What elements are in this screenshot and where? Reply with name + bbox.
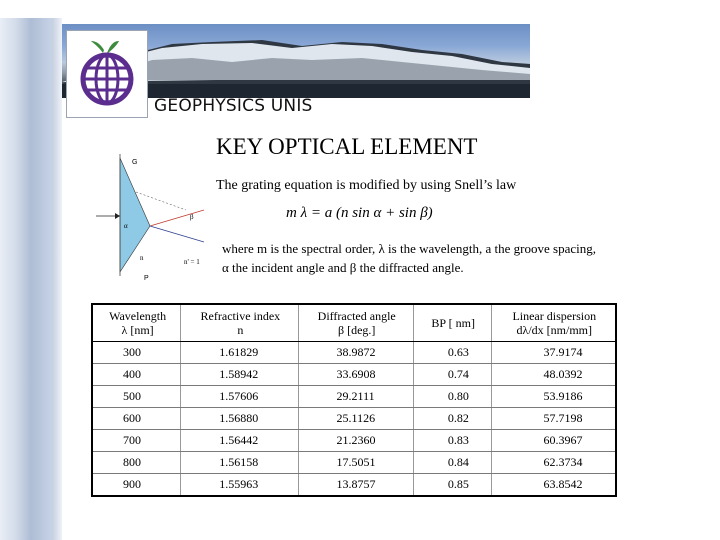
table-row [92,386,616,408]
table-row [92,408,616,430]
label-beta: β [190,213,194,221]
cell-bp: 0.74 [413,364,491,386]
header-bp: BP [ nm] [413,304,491,342]
label-alpha: α [124,222,128,230]
cell-wavelength: 700 [92,430,181,452]
grism-diagram [96,152,216,282]
label-n-prime: n' = 1 [184,258,200,266]
slide-title: KEY OPTICAL ELEMENT [216,134,478,159]
cell-bp: 0.83 [413,430,491,452]
cell-bp: 0.82 [413,408,491,430]
unis-logo [66,30,148,118]
incident-arrow-icon [115,213,120,219]
label-p: P [144,275,149,282]
cell-refractive-index: 1.55963 [181,474,298,497]
description-text: where m is the spectral order, λ is the wavelength, a the groove spacing, α the incident angle and β the diffracted angle. [222,241,596,275]
cell-wavelength: 300 [92,342,181,364]
cell-refractive-index: 1.56442 [181,430,298,452]
cell-wavelength: 500 [92,386,181,408]
cell-linear-dispersion: 48.0392 [491,364,616,386]
side-decoration-bar [0,18,52,540]
cell-diffracted-angle: 21.2360 [298,430,413,452]
cell-refractive-index: 1.58942 [181,364,298,386]
cell-refractive-index: 1.61829 [181,342,298,364]
header-diffracted-angle: Diffracted angle β [deg.] [298,304,413,342]
cell-wavelength: 600 [92,408,181,430]
cell-linear-dispersion: 60.3967 [491,430,616,452]
cell-refractive-index: 1.56880 [181,408,298,430]
cell-diffracted-angle: 13.8757 [298,474,413,497]
label-n: n [140,254,144,262]
normal-line [136,192,186,210]
table-row [92,342,616,364]
table-header-row [92,304,616,342]
cell-linear-dispersion: 57.7198 [491,408,616,430]
cell-linear-dispersion: 53.9186 [491,386,616,408]
cell-diffracted-angle: 17.5051 [298,452,413,474]
header-refractive-index: Refractive index n [181,304,298,342]
cell-bp: 0.80 [413,386,491,408]
cell-diffracted-angle: 38.9872 [298,342,413,364]
cell-wavelength: 800 [92,452,181,474]
cell-diffracted-angle: 33.6908 [298,364,413,386]
table-row [92,474,616,497]
side-decoration-strip [52,18,62,540]
table-body [92,342,616,497]
diffracted-ray-red [150,210,204,226]
dispersion-table [91,303,617,497]
intro-text: The grating equation is modified by using Snell’s law [216,178,517,193]
cell-diffracted-angle: 25.1126 [298,408,413,430]
cell-refractive-index: 1.57606 [181,386,298,408]
cell-wavelength: 400 [92,364,181,386]
header-linear-dispersion: Linear dispersion dλ/dx [nm/mm] [491,304,616,342]
table-row [92,430,616,452]
label-g: G [132,159,138,166]
cell-wavelength: 900 [92,474,181,497]
cell-linear-dispersion: 62.3734 [491,452,616,474]
cell-linear-dispersion: 37.9174 [491,342,616,364]
header-wavelength: Wavelength λ [nm] [92,304,181,342]
cell-bp: 0.85 [413,474,491,497]
prism-shape [120,158,150,272]
table-row [92,452,616,474]
cell-diffracted-angle: 29.2111 [298,386,413,408]
cell-linear-dispersion: 63.8542 [491,474,616,497]
table-row [92,364,616,386]
cell-bp: 0.63 [413,342,491,364]
grating-equation: m λ = a (n sin α + sin β) [286,205,433,221]
org-name: GEOPHYSICS UNIS [154,96,313,116]
globe-logo-icon [67,31,147,117]
diffracted-ray-blue [150,226,204,242]
cell-bp: 0.84 [413,452,491,474]
cell-refractive-index: 1.56158 [181,452,298,474]
